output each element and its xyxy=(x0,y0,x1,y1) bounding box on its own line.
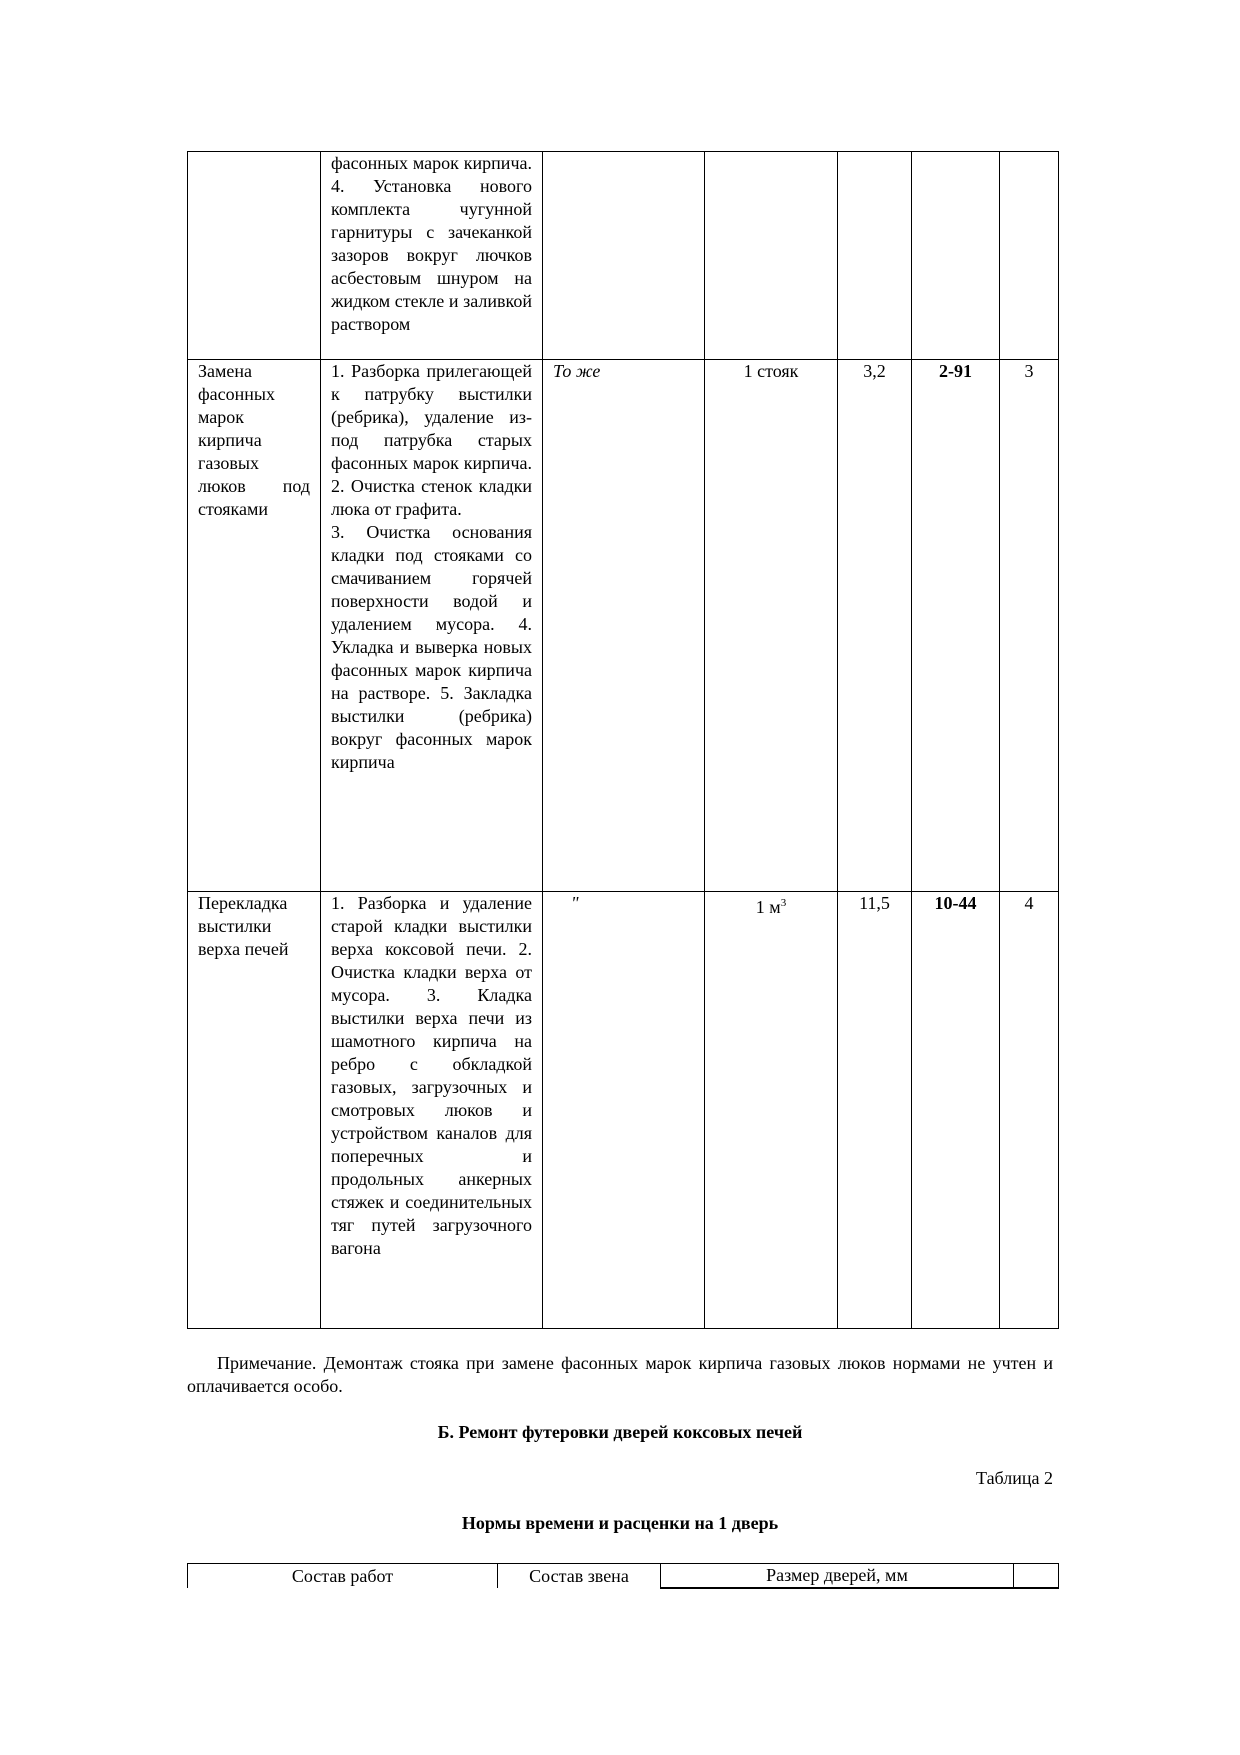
crew-cell: То же xyxy=(543,360,705,892)
work-name-cell: Перекладка выстилки верха печей xyxy=(188,892,321,1329)
price-cell xyxy=(912,152,1000,360)
note-paragraph: Примечание. Демонтаж стояка при замене фасонных марок кирпича газовых люков нормами не учтен и оплачивается особо. xyxy=(187,1353,1053,1396)
work-content-cell xyxy=(321,892,543,1329)
table-row xyxy=(188,892,1059,1329)
header-work-content: Состав работ xyxy=(188,1564,498,1589)
unit-cell: 1 стояк xyxy=(705,360,838,892)
norms-table xyxy=(187,151,1059,1329)
work-content-text: 1. Разборка прилегающей к патрубку выстилки (ребрика), удаление из-под патрубка старых фасонных марок кирпича. 2. Очистка стенок кладки люка от графита. xyxy=(331,361,532,519)
row-number-cell: 3 xyxy=(1000,360,1059,892)
table-row xyxy=(188,152,1059,360)
row-number-cell: 4 xyxy=(1000,892,1059,1329)
work-name-cell: Замена фасонных марок кирпича газовых люков под стояками xyxy=(188,360,321,892)
table-header-row xyxy=(188,1564,1059,1589)
work-content-cell xyxy=(321,152,543,360)
table-label: Таблица 2 xyxy=(976,1468,1053,1488)
table2-title: Нормы времени и расценки на 1 дверь xyxy=(461,1513,779,1533)
work-content-text: 1. Разборка и удаление старой кладки выстилки верха коксовой печи. 2. Очистка кладки верха от мусора. 3. Кладка выстилки верха печи из шамотного кирпича на ребро с обкладкой газовых, загрузочных и смотровых люков и устройством каналов для поперечных и продольных анкерных стяжек и соединительных тяг путей загрузочного вагона xyxy=(331,893,532,1258)
row-number-cell xyxy=(1000,152,1059,360)
door-norms-table xyxy=(187,1563,1059,1589)
table-row xyxy=(188,360,1059,892)
header-door-size: Размер дверей, мм xyxy=(661,1564,1014,1589)
unit-cell xyxy=(705,152,838,360)
work-content-text: фасонных марок кирпича. 4. Установка нового комплекта чугунной гарнитуры с зачеканкой зазоров вокруг лючков асбестовым шнуром на жидком стекле и заливкой раствором xyxy=(331,153,532,334)
price-cell: 2-91 xyxy=(912,360,1000,892)
unit-superscript: 3 xyxy=(780,897,787,909)
header-crew: Состав звена xyxy=(498,1564,661,1589)
header-empty xyxy=(1014,1564,1059,1589)
norm-cell: 3,2 xyxy=(838,360,912,892)
unit-text: 1 м xyxy=(755,897,781,917)
work-content-text: 3. Очистка основания кладки под стояками со смачиванием горячей поверхности водой и удалением мусора. 4. Укладка и выверка новых фасонных марок кирпича на растворе. 5. Закладка выстилки (ребрика) вокруг фасонных марок кирпича xyxy=(331,522,532,772)
work-content-cell xyxy=(321,360,543,892)
section-title: Б. Ремонт футеровки дверей коксовых печей xyxy=(437,1422,803,1442)
crew-cell: " xyxy=(543,892,705,1329)
norm-cell xyxy=(838,152,912,360)
norm-cell: 11,5 xyxy=(838,892,912,1329)
crew-cell xyxy=(543,152,705,360)
price-cell: 10-44 xyxy=(912,892,1000,1329)
work-name-cell xyxy=(188,152,321,360)
unit-cell xyxy=(705,892,838,1329)
